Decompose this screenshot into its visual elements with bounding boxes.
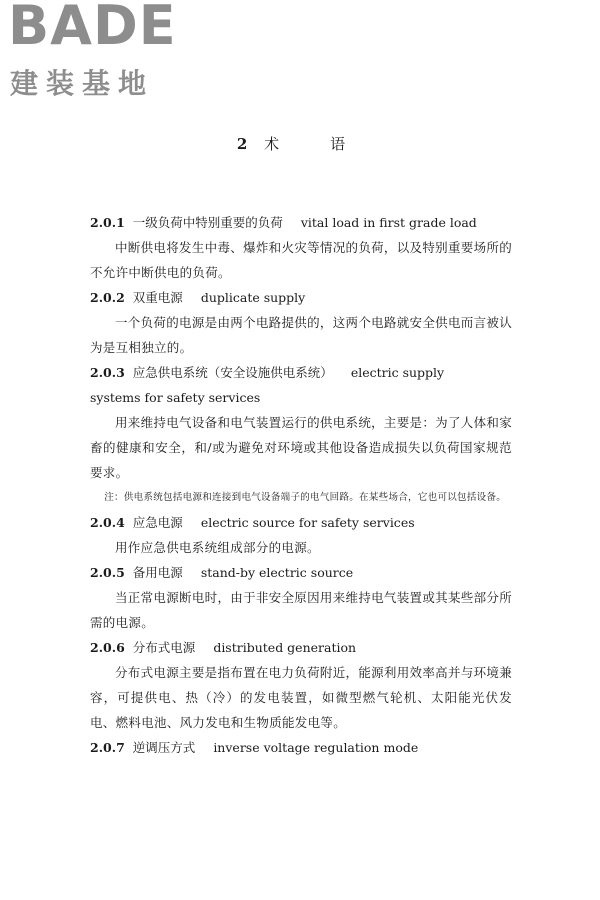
term-english: electric source for safety services — [200, 515, 415, 530]
term-definition: 分布式电源主要是指布置在电力负荷附近，能源利用效率高并与环境兼容，可提供电、热（冷）的发电装置，如微型燃气轮机、太阳能光伏发电、燃料电池、风力发电和生物质能发电等。 — [90, 665, 512, 730]
logo-brand-text: BADE — [8, 0, 177, 57]
term-chinese: 逆调压方式 — [132, 740, 196, 755]
term-english: duplicate supply — [200, 290, 306, 305]
term-note: 注：供电系统包括电源和连接到电气设备端子的电气回路。在某些场合，它也可以包括设备。 — [104, 492, 507, 503]
term-chinese: 应急供电系统（安全设施供电系统） — [132, 365, 333, 380]
term-definition: 用来维持电气设备和电气装置运行的供电系统，主要是：为了人体和家畜的健康和安全，和/或为避免对环境或其他设备造成损失以负荷国家规范要求。 — [90, 415, 512, 480]
term-chinese: 一级负荷中特别重要的负荷 — [132, 215, 283, 230]
term-heading — [90, 210, 512, 235]
chapter-title: 术 语 — [264, 135, 364, 153]
term-definition: 中断供电将发生中毒、爆炸和火灾等情况的负荷，以及特别重要场所的不允许中断供电的负荷。 — [90, 240, 512, 280]
term-chinese: 备用电源 — [132, 565, 183, 580]
term-chinese: 分布式电源 — [132, 640, 196, 655]
term-chinese: 双重电源 — [132, 290, 183, 305]
term-english: stand-by electric source — [200, 565, 354, 580]
term-heading — [90, 360, 512, 385]
term-heading — [90, 285, 512, 310]
term-heading — [90, 735, 512, 760]
term-english: electric supply — [350, 365, 445, 380]
term-english: inverse voltage regulation mode — [213, 740, 419, 755]
term-number: 2.0.1 — [90, 215, 125, 230]
term-definition: 一个负荷的电源是由两个电路提供的，这两个电路就安全供电而言被认为是互相独立的。 — [90, 315, 512, 355]
term-number: 2.0.7 — [90, 740, 125, 755]
logo-subtitle: 建装基地 — [10, 67, 155, 100]
terms-section — [90, 210, 512, 760]
chapter-heading — [0, 133, 600, 154]
term-english-continued: systems for safety services — [90, 390, 261, 405]
term-heading — [90, 510, 512, 535]
term-number: 2.0.4 — [90, 515, 125, 530]
term-definition: 当正常电源断电时，由于非安全原因用来维持电气装置或其某些部分所需的电源。 — [90, 590, 512, 630]
chapter-number: 2 — [236, 135, 250, 153]
term-heading — [90, 635, 512, 660]
term-chinese: 应急电源 — [132, 515, 183, 530]
term-number: 2.0.6 — [90, 640, 125, 655]
term-definition: 用作应急供电系统组成部分的电源。 — [115, 540, 320, 555]
term-number: 2.0.2 — [90, 290, 125, 305]
brand-logo — [8, 0, 178, 100]
term-number: 2.0.3 — [90, 365, 125, 380]
term-heading — [90, 560, 512, 585]
term-number: 2.0.5 — [90, 565, 125, 580]
term-english: vital load in first grade load — [300, 215, 477, 230]
term-english: distributed generation — [213, 640, 357, 655]
